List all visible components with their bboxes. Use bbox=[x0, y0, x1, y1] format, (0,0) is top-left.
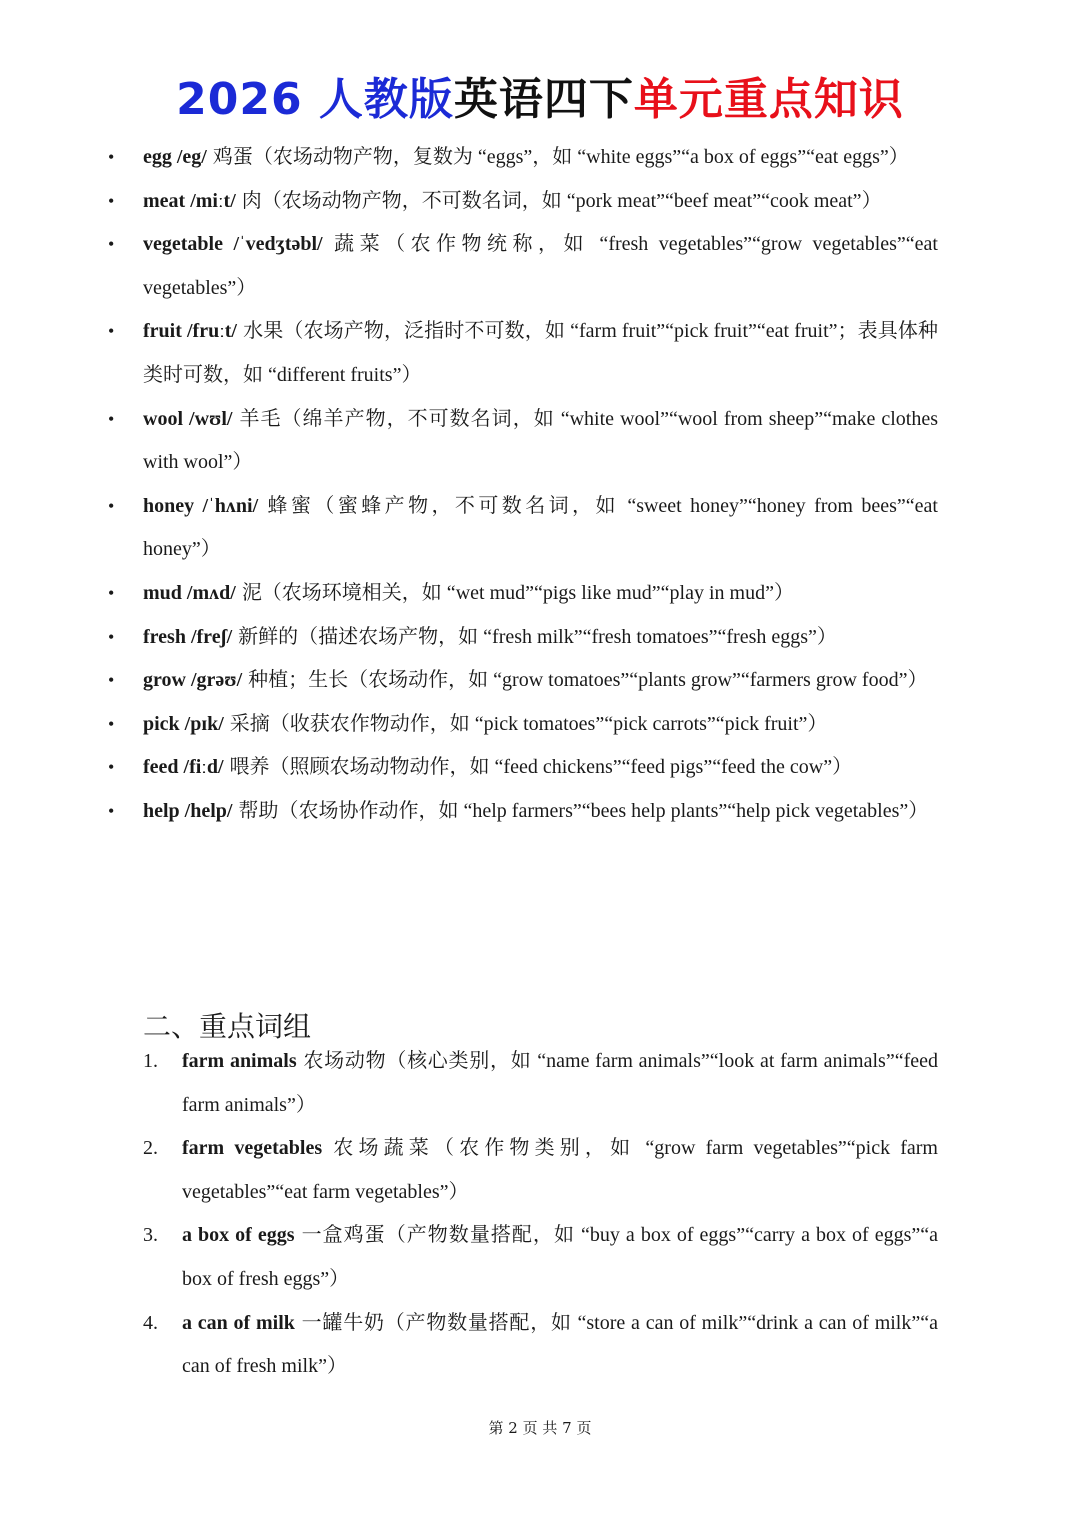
vocab-item bbox=[108, 616, 938, 660]
bullet-icon: • bbox=[108, 495, 115, 516]
vocabulary-list bbox=[108, 136, 938, 834]
vocab-item bbox=[108, 659, 938, 703]
phrase-definition: 农场动物（核心类别，如 “name farm animals”“look at farm animals”“feed farm animals”） bbox=[182, 1050, 938, 1116]
bullet-icon: • bbox=[108, 234, 115, 255]
vocab-word: feed /fiːd/ bbox=[143, 756, 224, 779]
vocab-definition: 新鲜的（描述农场产物，如 “fresh milk”“fresh tomatoes”“fresh eggs”） bbox=[238, 625, 837, 648]
phrase-term: farm animals bbox=[182, 1050, 297, 1072]
vocab-word: wool /wʊl/ bbox=[143, 407, 233, 430]
bullet-icon: • bbox=[108, 582, 115, 603]
vocab-item bbox=[108, 485, 938, 572]
phrase-item bbox=[143, 1040, 938, 1127]
vocab-word: pick /pɪk/ bbox=[143, 712, 224, 735]
phrase-definition: 一罐牛奶（产物数量搭配，如 “store a can of milk”“drink a can of milk”“a can of fresh milk”） bbox=[182, 1311, 938, 1378]
vocab-item bbox=[108, 136, 938, 180]
vocab-definition: 采摘（收获农作物动作，如 “pick tomatoes”“pick carrots”“pick fruit”） bbox=[229, 712, 828, 735]
vocab-definition: 鸡蛋（农场动物产物，复数为 “eggs”，如 “white eggs”“a box of eggs”“eat eggs”） bbox=[212, 146, 909, 168]
vocab-definition: 羊毛（绵羊产物，不可数名词，如 “white wool”“wool from sheep”“make clothes with wool”） bbox=[143, 407, 938, 474]
bullet-icon: • bbox=[108, 147, 115, 167]
vocab-item bbox=[108, 223, 938, 310]
item-number: 2. bbox=[143, 1137, 158, 1160]
bullet-icon: • bbox=[108, 321, 115, 342]
vocab-item bbox=[108, 180, 938, 224]
title-part-red: 单元重点知识 bbox=[633, 74, 904, 125]
title-part-blue: 2026 人教版 bbox=[176, 74, 454, 125]
bullet-icon: • bbox=[108, 757, 115, 778]
page-number: 第 2 页 共 7 页 bbox=[488, 1419, 592, 1437]
title-part-black: 英语四下 bbox=[453, 74, 634, 125]
vocab-item bbox=[108, 746, 938, 790]
vocab-word: grow /grəʊ/ bbox=[143, 669, 243, 692]
vocab-item bbox=[108, 398, 938, 485]
vocab-definition: 蜂蜜（蜜蜂产物，不可数名词，如 “sweet honey”“honey from bees”“eat honey”） bbox=[143, 494, 938, 561]
vocab-item bbox=[108, 310, 938, 397]
item-number: 1. bbox=[143, 1050, 158, 1072]
phrase-term: a can of milk bbox=[182, 1311, 295, 1334]
vocab-item bbox=[108, 703, 938, 747]
phrase-item bbox=[143, 1302, 938, 1389]
vocab-definition: 水果（农场产物，泛指时不可数，如 “farm fruit”“pick fruit”“eat fruit”；表具体种类时可数，如 “different fruits”） bbox=[143, 320, 939, 386]
vocab-definition: 喂养（照顾农场动物动作，如 “feed chickens”“feed pigs”“feed the cow”） bbox=[229, 756, 853, 779]
vocab-word: vegetable /ˈvedʒtəbl/ bbox=[143, 233, 323, 256]
item-number: 3. bbox=[143, 1224, 158, 1247]
phrase-term: farm vegetables bbox=[182, 1137, 323, 1160]
bullet-icon: • bbox=[108, 408, 115, 429]
vocab-word: fruit /fruːt/ bbox=[143, 320, 237, 343]
vocab-word: egg /eg/ bbox=[143, 146, 207, 168]
item-number: 4. bbox=[143, 1311, 158, 1334]
phrase-item bbox=[143, 1127, 938, 1214]
vocab-word: help /help/ bbox=[143, 799, 233, 822]
bullet-icon: • bbox=[108, 713, 115, 734]
vocab-definition: 蔬菜（农作物统称，如 “fresh vegetables”“grow vegetables”“eat vegetables”） bbox=[143, 233, 938, 299]
vocab-definition: 种植；生长（农场动作，如 “grow tomatoes”“plants grow”“farmers grow food”） bbox=[248, 669, 928, 692]
phrase-definition: 农场蔬菜（农作物类别，如 “grow farm vegetables”“pick farm vegetables”“eat farm vegetables”） bbox=[182, 1137, 938, 1203]
vocab-word: fresh /freʃ/ bbox=[143, 625, 233, 648]
bullet-icon: • bbox=[108, 190, 115, 211]
bullet-icon: • bbox=[108, 626, 115, 647]
vocab-definition: 肉（农场动物产物，不可数名词，如 “pork meat”“beef meat”“cook meat”） bbox=[241, 189, 882, 212]
vocab-item bbox=[108, 790, 938, 834]
bullet-icon: • bbox=[108, 670, 115, 691]
vocab-item bbox=[108, 572, 938, 616]
page-title bbox=[0, 70, 1080, 130]
bullet-icon: • bbox=[108, 800, 115, 821]
vocab-word: mud /mʌd/ bbox=[143, 581, 236, 604]
vocab-word: meat /miːt/ bbox=[143, 189, 236, 212]
phrase-definition: 一盒鸡蛋（产物数量搭配，如 “buy a box of eggs”“carry a box of eggs”“a box of fresh eggs”） bbox=[182, 1224, 938, 1290]
phrase-item bbox=[143, 1214, 938, 1301]
vocab-word: honey /ˈhʌni/ bbox=[143, 494, 259, 517]
phrase-term: a box of eggs bbox=[182, 1224, 295, 1247]
phrase-list bbox=[143, 1040, 938, 1389]
section-heading: 二、重点词组 bbox=[143, 1010, 312, 1044]
vocab-definition: 帮助（农场协作动作，如 “help farmers”“bees help plants”“help pick vegetables”） bbox=[238, 799, 929, 822]
vocab-definition: 泥（农场环境相关，如 “wet mud”“pigs like mud”“play in mud”） bbox=[241, 581, 794, 604]
